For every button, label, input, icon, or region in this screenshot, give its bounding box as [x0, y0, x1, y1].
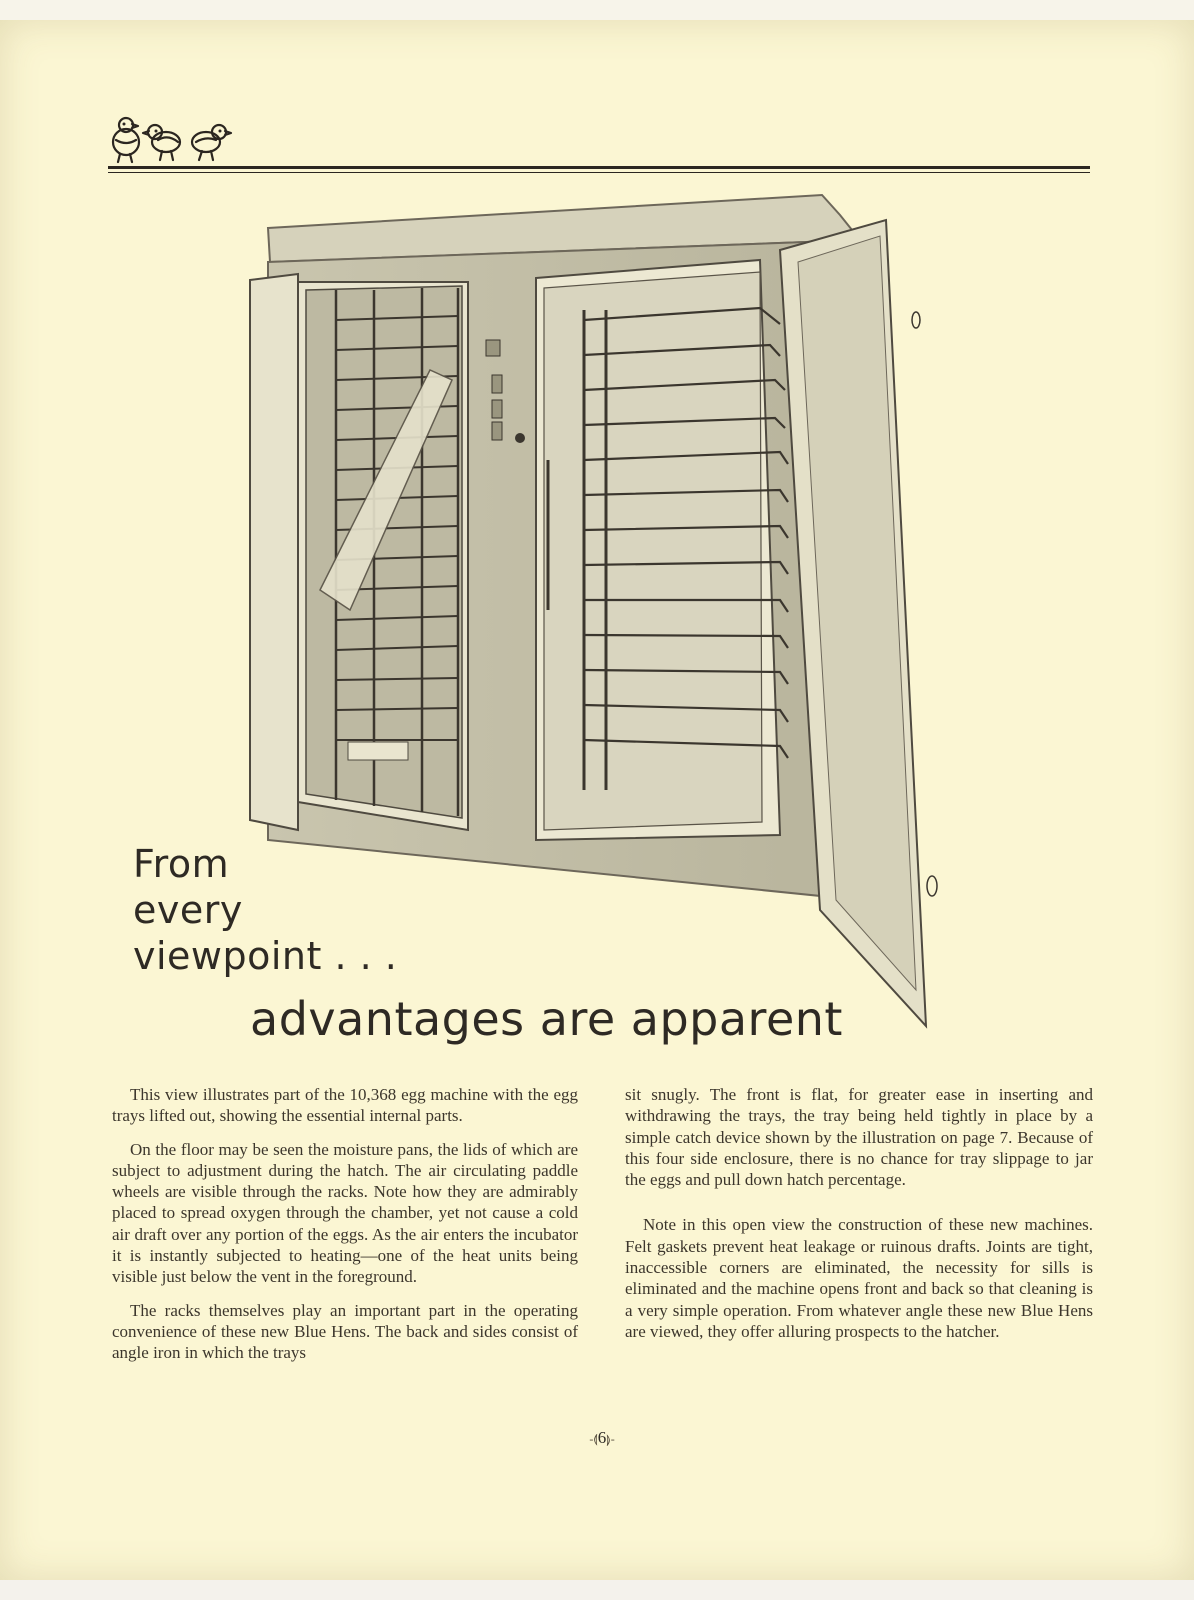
left-paragraph-3: The racks themselves play an important part in the operating convenience of these new Blue Hens. The back and sides consist of angle iron in which the trays [112, 1300, 578, 1363]
headline-line-1: From [133, 842, 230, 886]
left-paragraph-1: This view illustrates part of the 10,368 egg machine with the egg trays lifted out, showing the essential internal parts. [112, 1085, 578, 1126]
incubator-illustration [240, 190, 960, 1060]
bottom-margin [0, 1580, 1194, 1600]
right-column [625, 1084, 1093, 1354]
header-rule [108, 166, 1090, 169]
folio-ornament-left: -⟬ [589, 1432, 598, 1446]
left-paragraph-2: On the floor may be seen the moisture pans, the lids of which are subject to adjustment during the hatch. The air circulating paddle wheels are visible through the racks. Note how they are admirably placed to spread oxygen through the chamber, yet not cause a cold air draft over any portion of the eggs. As the air enters the incubator it is instantly subjected to heating—one of the heat units being visible just below the vent in the foreground. [112, 1139, 578, 1287]
headline-line-3: viewpoint . . . [133, 934, 398, 978]
right-paragraph-1: sit snugly. The front is flat, for greater ease in inserting and withdrawing the trays, the tray being held tightly in place by a simple catch device shown by the illustration on page 7. Because of this four side enclosure, there is no chance for tray slippage to jar the eggs and pull down hatch percentage. [625, 1085, 1093, 1190]
header-rule-thin [108, 172, 1090, 173]
folio-ornament-right: ⟭- [606, 1432, 615, 1446]
three-chicks-icon [106, 110, 236, 166]
page-number-value: 6 [597, 1428, 607, 1447]
headline-line-2: every [133, 888, 243, 932]
right-paragraph-2: Note in this open view the construction of these new machines. Felt gaskets prevent heat leakage or ruinous drafts. Joints are tight, inaccessible corners are eliminated, the necessity for sills is eliminated and the machine opens front and back so that cleaning is a very simple operation. From whatever angle these new Blue Hens are viewed, they offer alluring prospects to the hatcher. [625, 1215, 1093, 1341]
left-column [112, 1084, 578, 1376]
headline-line-4: advantages are apparent [250, 992, 843, 1046]
page-number [562, 1428, 642, 1448]
